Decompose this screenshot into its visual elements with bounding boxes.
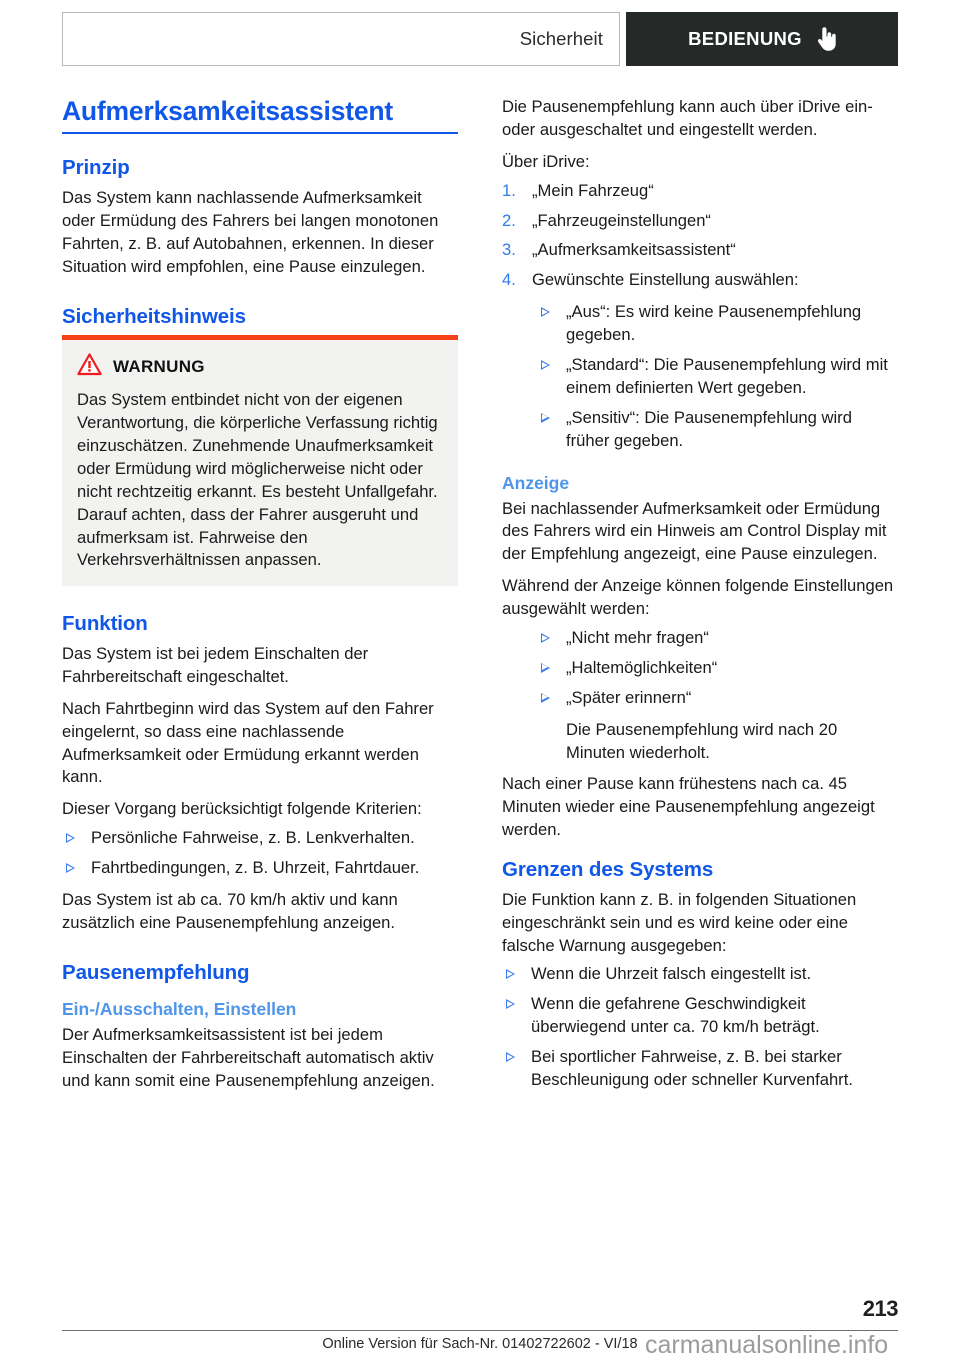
anzeige-options-list — [537, 627, 898, 710]
list-item-label: „Sensitiv“: Die Pausenempfehlung wird früher gegeben. — [566, 407, 852, 450]
list-item — [502, 239, 898, 262]
paragraph-anzeige-2: Während der Anzeige können folgende Einstellungen ausgewählt werden: — [502, 576, 894, 619]
warning-triangle-icon — [77, 353, 102, 381]
triangle-bullet-icon — [541, 633, 550, 643]
paragraph-prinzip: Das System kann nachlassende Aufmerksamkeit oder Ermüdung des Fahrers bei langen monotonen Fahrten, z. B. auf Autobahnen, erkennen. In dieser Situation wird empfohlen, eine Pause einzulegen. — [62, 188, 439, 276]
triangle-bullet-icon — [541, 307, 550, 317]
warning-box — [62, 335, 458, 586]
list-item-label: „Standard“: Die Pausenempfehlung wird mit einem definierten Wert gegeben. — [566, 355, 888, 397]
list-item-label: Persönliche Fahrweise, z. B. Lenkverhalten. — [91, 828, 415, 848]
paragraph-funktion-2: Nach Fahrtbeginn wird das System auf den Fahrer eingelernt, so dass eine nachlassende Aufmerksamkeit oder Ermüdung erkannt werden kann. — [62, 698, 434, 787]
paragraph-funktion-1: Das System ist bei jedem Einschalten der Fahrbereitschaft eingeschaltet. — [62, 643, 369, 686]
list-item — [537, 627, 898, 650]
paragraph-funktion-4: Das System ist ab ca. 70 km/h aktiv und kann zusätzlich eine Pausenempfehlung anzeigen. — [62, 889, 398, 932]
list-item — [537, 687, 898, 710]
list-item-label: Wenn die gefahrene Geschwindigkeit überwiegend unter ca. 70 km/h beträgt. — [531, 994, 820, 1037]
step-label: „Mein Fahrzeug“ — [532, 180, 654, 200]
anzeige-option-note: Die Pausenempfehlung wird nach 20 Minuten wiederholt. — [566, 719, 838, 762]
paragraph-right-2: Über iDrive: — [502, 151, 590, 171]
title-divider — [62, 132, 458, 134]
triangle-bullet-icon — [66, 833, 75, 843]
heading-sicherheitshinweis: Sicherheitshinweis — [62, 304, 246, 328]
triangle-bullet-icon — [506, 999, 515, 1009]
grenzen-bullets-list — [502, 963, 898, 1091]
pointing-hand-icon — [816, 26, 836, 52]
paragraph-grenzen-1: Die Funktion kann z. B. in folgenden Situationen eingeschränkt sein und es wird keine oder eine falsche Warnung ausgegeben: — [502, 889, 857, 955]
heading-funktion: Funktion — [62, 612, 148, 636]
triangle-bullet-icon — [66, 863, 75, 873]
list-item-label: Fahrtbedingungen, z. B. Uhrzeit, Fahrtdauer. — [91, 858, 420, 878]
paragraph-anzeige-1: Bei nachlassender Aufmerksamkeit oder Ermüdung des Fahrers wird ein Hinweis am Control Display mit der Empfehlung angezeigt, eine Pause einzulegen. — [502, 498, 887, 564]
list-item — [62, 827, 458, 850]
step4-options-list — [537, 301, 898, 452]
step-number: 3. — [502, 240, 516, 260]
list-item-label: „Nicht mehr fragen“ — [566, 628, 709, 648]
triangle-bullet-icon — [541, 663, 550, 673]
heading-pausenempfehlung: Pausenempfehlung — [62, 960, 250, 984]
warning-label: WARNUNG — [113, 357, 205, 377]
triangle-bullet-icon — [506, 1052, 515, 1062]
heading-grenzen-des-systems: Grenzen des Systems — [502, 858, 714, 882]
watermark: carmanualsonline.info — [645, 1331, 889, 1359]
page-header — [62, 12, 898, 66]
list-item — [502, 963, 898, 986]
triangle-bullet-icon — [541, 413, 550, 423]
paragraph-funktion-3: Dieser Vorgang berücksichtigt folgende Kriterien: — [62, 799, 422, 819]
list-item — [502, 1046, 898, 1092]
paragraph-anzeige-3: Nach einer Pause kann frühestens nach ca. 45 Minuten wieder eine Pausenempfehlung angezeigt werden. — [502, 774, 875, 840]
right-column — [502, 96, 898, 1101]
subheading-anzeige: Anzeige — [502, 472, 570, 493]
list-item — [502, 993, 898, 1039]
list-item-label: Wenn die Uhrzeit falsch eingestellt ist. — [531, 964, 812, 984]
funktion-criteria-list — [62, 827, 458, 880]
list-item — [62, 857, 458, 880]
subheading-ein-ausschalten: Ein-/Ausschalten, Einstellen — [62, 999, 297, 1020]
header-section-box — [626, 12, 898, 66]
page-number: 213 — [862, 1296, 898, 1321]
triangle-bullet-icon — [541, 693, 550, 703]
list-item — [537, 354, 898, 400]
step-number: 4. — [502, 270, 516, 290]
step-number: 1. — [502, 180, 516, 200]
step-label: Gewünschte Einstellung auswählen: — [532, 270, 799, 290]
list-item-label: „Später erinnern“ — [566, 687, 692, 707]
triangle-bullet-icon — [541, 360, 550, 370]
list-item — [502, 180, 898, 203]
header-chapter-label: Sicherheit — [519, 28, 603, 49]
footer-note: Online Version für Sach-Nr. 01402722602 - VI/18 — [322, 1336, 638, 1352]
heading-prinzip: Prinzip — [62, 156, 130, 180]
list-item-label: Bei sportlicher Fahrweise, z. B. bei starker Beschleunigung oder schneller Kurvenfahrt. — [531, 1047, 853, 1089]
left-column — [62, 96, 458, 1102]
list-item — [502, 269, 898, 292]
step-label: „Fahrzeugeinstellungen“ — [532, 210, 711, 230]
list-item — [537, 407, 898, 453]
step-label: „Aufmerksamkeitsassistent“ — [532, 240, 736, 260]
list-item — [537, 657, 898, 680]
idrive-steps-list — [502, 180, 898, 293]
list-item-label: „Haltemöglichkeiten“ — [566, 657, 718, 677]
header-chapter-box — [62, 12, 620, 66]
paragraph-pausenempfehlung-1: Der Aufmerksamkeitsassistent ist bei jedem Einschalten der Fahrbereitschaft automatisch aktiv und kann somit eine Pausenempfehlung anzeigen. — [62, 1025, 435, 1091]
page-title: Aufmerksamkeitsassistent — [62, 96, 394, 126]
list-item-label: „Aus“: Es wird keine Pausenempfehlung gegeben. — [566, 302, 862, 345]
paragraph-right-1: Die Pausenempfehlung kann auch über iDrive ein- oder ausgeschaltet und eingestellt werden. — [502, 97, 873, 139]
step-number: 2. — [502, 210, 516, 230]
warning-header — [77, 353, 443, 381]
list-item — [537, 301, 898, 347]
triangle-bullet-icon — [506, 969, 515, 979]
warning-text: Das System entbindet nicht von der eigenen Verantwortung, die körperliche Verfassung richtig einzuschätzen. Zunehmende Unaufmerksamkeit oder Ermüdung wird möglicherweise nicht oder nicht rechtzeitig erkannt. Es besteht Unfallgefahr. Darauf achten, dass der Fahrer ausgeruht und aufmerksam ist. Fahrweise den Verkehrsverhältnissen anpassen. — [77, 390, 438, 570]
list-item — [502, 210, 898, 233]
header-section-label: BEDIENUNG — [688, 28, 802, 49]
